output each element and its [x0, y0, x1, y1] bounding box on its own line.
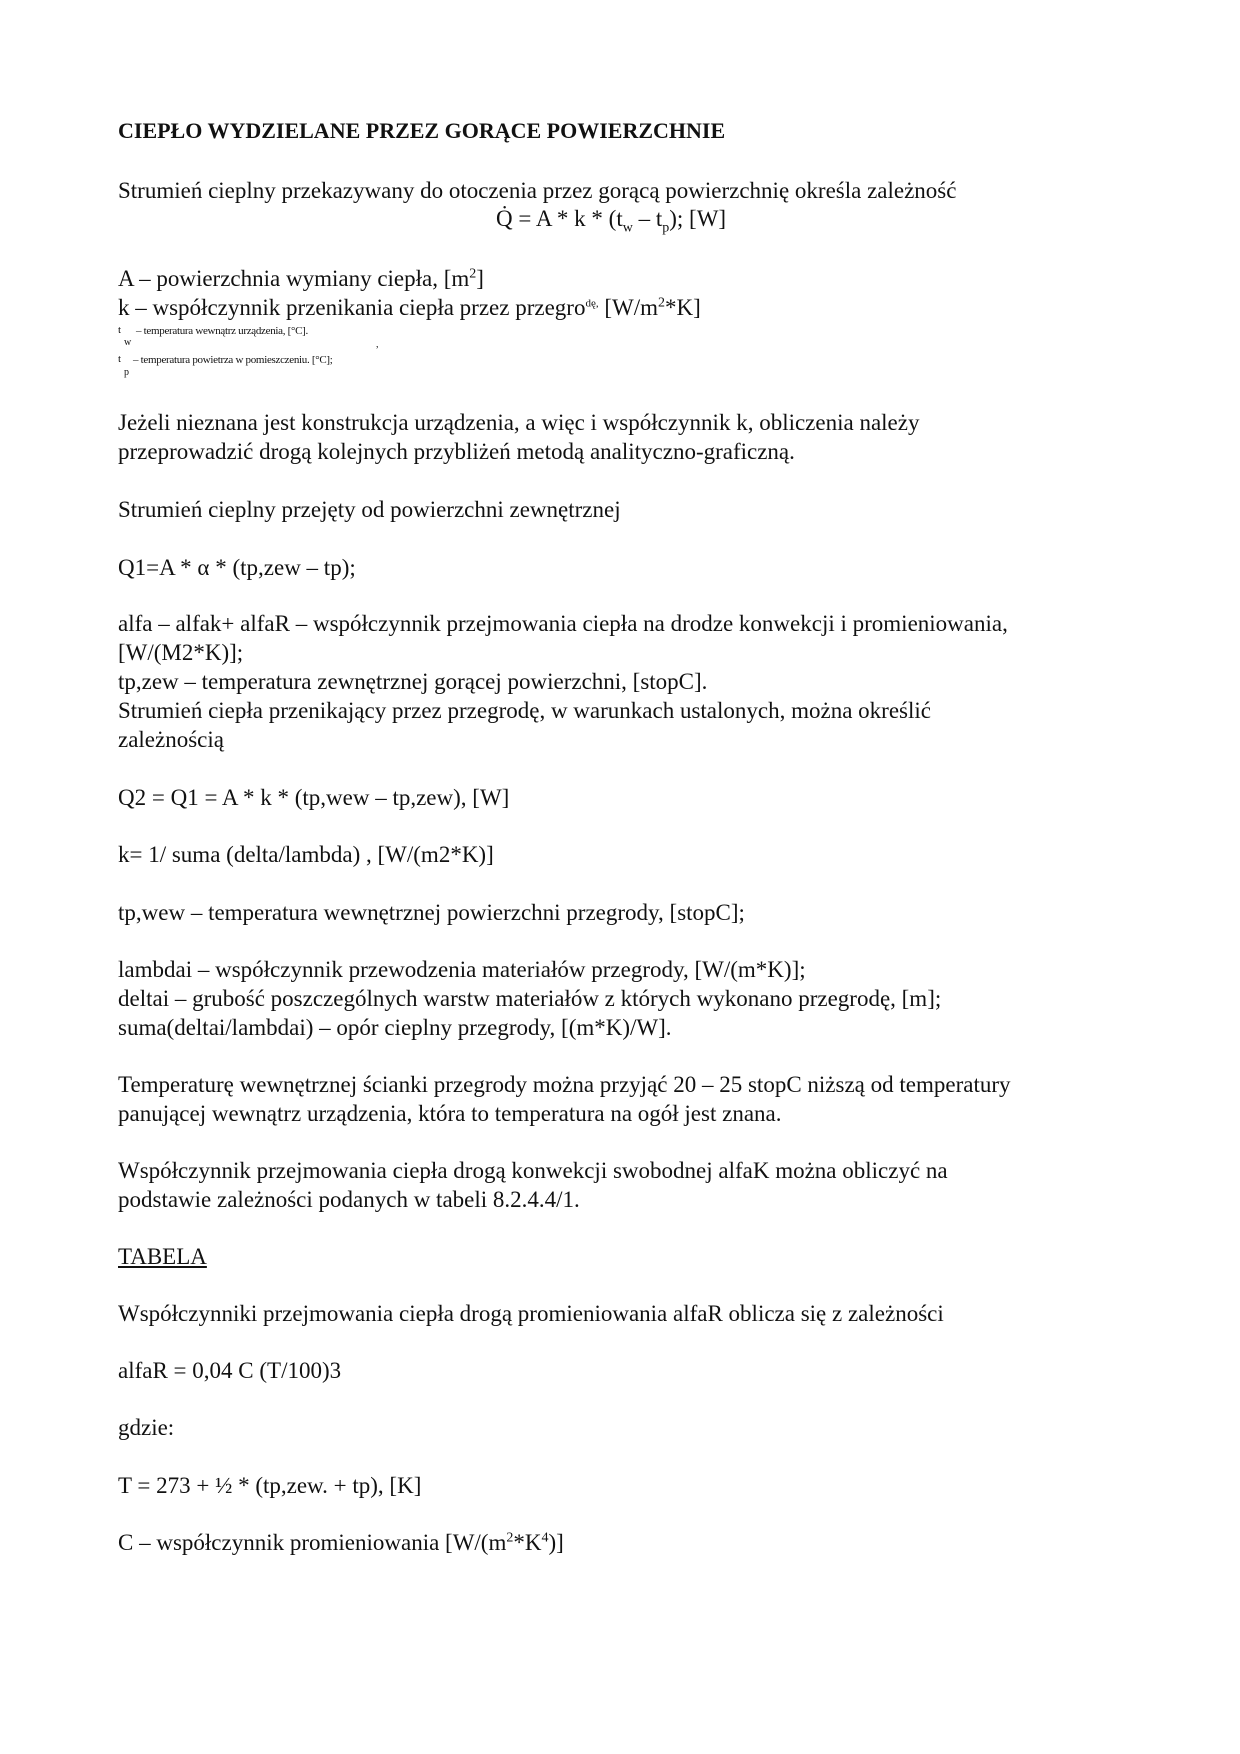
paragraph-2: Strumień cieplny przejęty od powierzchni zewnętrznej [118, 497, 621, 522]
gdzie-label: gdzie: [118, 1415, 175, 1440]
formula-alfar: alfaR = 0,04 C (T/100)3 [118, 1358, 342, 1383]
def-c-sup2: 4 [541, 1530, 549, 1546]
formula-sub-w: w [622, 220, 633, 236]
def-tp-letter: t [118, 353, 121, 365]
intro-text: Strumień cieplny przekazywany do otoczenia przez gorącą powierzchnię określa zależność [118, 178, 957, 203]
def-tw-letter: t [118, 324, 121, 336]
formula-mid: – t [632, 206, 663, 231]
def-c-text: C – współczynnik promieniowania [W/(m [118, 1530, 507, 1555]
def-a-tail: ] [476, 266, 484, 291]
paragraph-5-line-2: deltai – grubość poszczególnych warstw materiałów z których wykonano przegrodę, [m]; [118, 986, 942, 1011]
paragraph-5-line-3: suma(deltai/lambdai) – opór cieplny przegrody, [(m*K)/W]. [118, 1015, 672, 1040]
def-a-text: A – powierzchnia wymiany ciepła, [m [118, 266, 470, 291]
formula-sub-p: p [662, 220, 670, 236]
paragraph-7-line-1: Współczynnik przejmowania ciepła drogą konwekcji swobodnej alfaK można obliczyć na [118, 1158, 948, 1183]
def-a [118, 265, 484, 293]
formula-tail: ); [W] [669, 206, 727, 231]
formula-t: T = 273 + ½ * (tp,zew. + tp), [K] [118, 1473, 422, 1498]
def-c-sup1: 2 [506, 1530, 514, 1546]
def-tp-comma: , [376, 339, 379, 350]
paragraph-3-line-3: tp,zew – temperatura zewnętrznej gorącej powierzchni, [stopC]. [118, 669, 708, 694]
def-k-tail: *K] [665, 295, 701, 320]
def-c-tail: )] [548, 1530, 564, 1555]
def-k [118, 294, 701, 322]
def-c-mid: *K [513, 1530, 542, 1555]
def-a-sup: 2 [469, 266, 477, 282]
def-k-text: k – współczynnik przenikania ciepła przez przegro [118, 295, 586, 320]
def-k-sup: dę, [585, 297, 599, 310]
paragraph-6-line-1: Temperaturę wewnętrznej ścianki przegrody można przyjąć 20 – 25 stopC niższą od temperatury [118, 1072, 1011, 1097]
paragraph-3-line-5: zależnością [118, 727, 224, 752]
paragraph-1-line-2: przeprowadzić drogą kolejnych przybliżeń metodą analityczno-graficzną. [118, 439, 795, 464]
def-tw-text: – temperatura wewnątrz urządzenia, [°C]. [136, 325, 308, 337]
paragraph-5-line-1: lambdai – współczynnik przewodzenia materiałów przegrody, [W/(m*K)]; [118, 957, 806, 982]
paragraph-3-line-4: Strumień ciepła przenikający przez przegrodę, w warunkach ustalonych, można określić [118, 698, 931, 723]
q-dot-symbol: Q̇ [496, 206, 513, 231]
def-k-tail-pre: [W/m [598, 295, 659, 320]
def-tw-sub: w [124, 337, 132, 348]
document-title: CIEPŁO WYDZIELANE PRZEZ GORĄCE POWIERZCHNIE [118, 118, 726, 143]
main-formula [496, 206, 727, 236]
paragraph-3-line-2: [W/(M2*K)]; [118, 640, 244, 665]
formula-lhs: = A * k * (t [512, 206, 623, 231]
paragraph-1-line-1: Jeżeli nieznana jest konstrukcja urządzenia, a więc i współczynnik k, obliczenia należy [118, 410, 920, 435]
tabela-heading: TABELA [118, 1244, 207, 1269]
paragraph-6-line-2: panującej wewnątrz urządzenia, która to temperatura na ogół jest znana. [118, 1101, 782, 1126]
formula-k: k= 1/ suma (delta/lambda) , [W/(m2*K)] [118, 842, 494, 867]
def-tp-sub: p [124, 367, 129, 378]
paragraph-3-line-1: alfa – alfak+ alfaR – współczynnik przejmowania ciepła na drodze konwekcji i promieniowania, [118, 611, 1008, 636]
paragraph-8: Współczynniki przejmowania ciepła drogą promieniowania alfaR oblicza się z zależności [118, 1301, 944, 1326]
formula-q1: Q1=A * α * (tp,zew – tp); [118, 555, 356, 580]
def-c [118, 1529, 564, 1557]
def-tp-text: – temperatura powietrza w pomieszczeniu. [°C]; [133, 354, 333, 366]
paragraph-7-line-2: podstawie zależności podanych w tabeli 8.2.4.4/1. [118, 1187, 580, 1212]
formula-q2: Q2 = Q1 = A * k * (tp,wew – tp,zew), [W] [118, 785, 510, 810]
def-k-sup2: 2 [658, 295, 666, 311]
paragraph-4: tp,wew – temperatura wewnętrznej powierzchni przegrody, [stopC]; [118, 900, 745, 925]
